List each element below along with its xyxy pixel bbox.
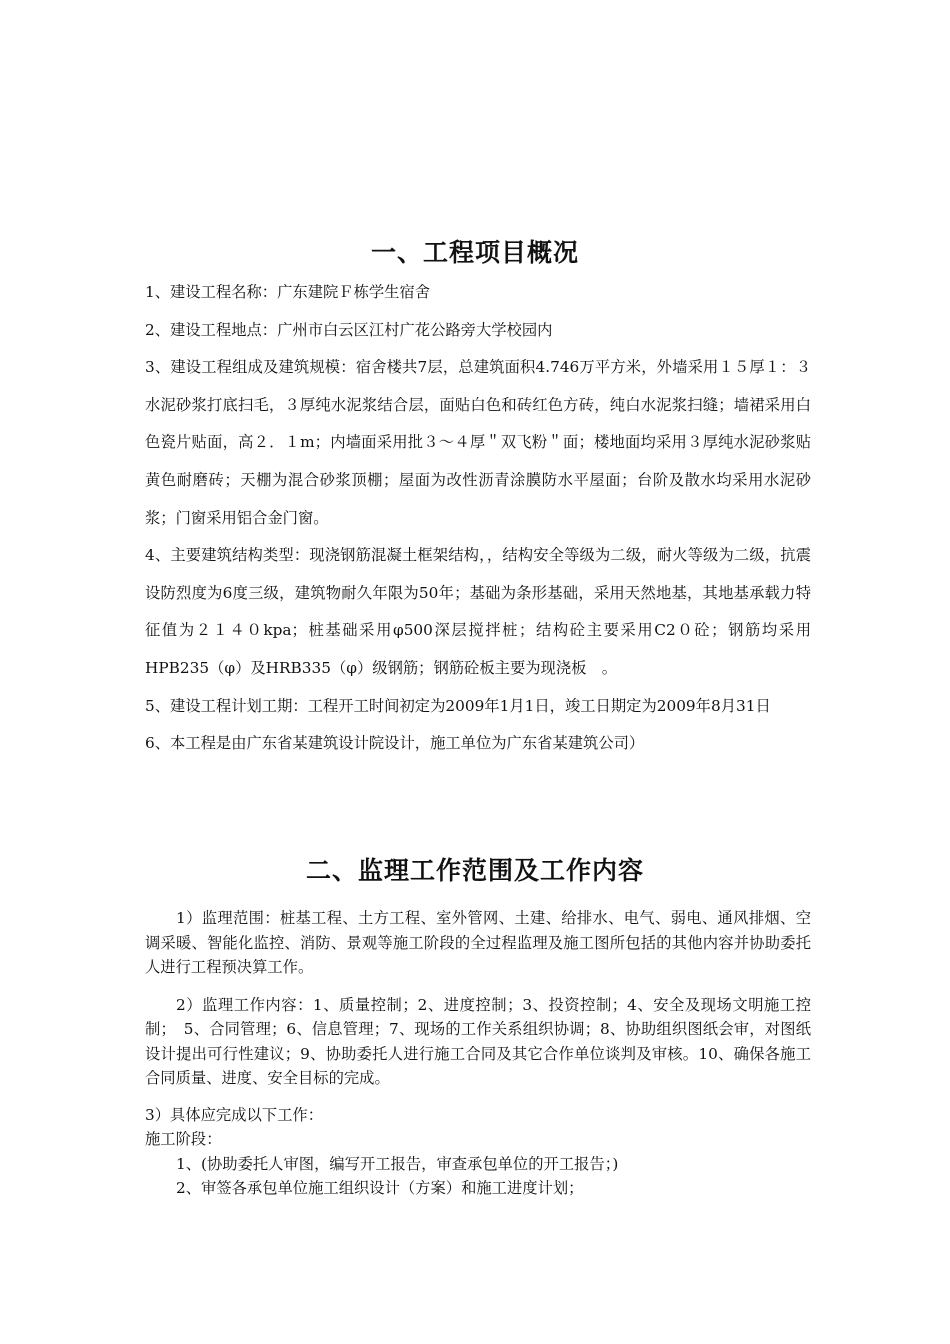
overview-item-scale: 3、建设工程组成及建筑规模：宿舍楼共7层，总建筑面积4.746万平方米，外墙采用１５厚１：３水泥砂浆打底扫毛，３厚纯水泥浆结合层，面贴白色和砖红色方砖，纯白水泥浆扫缝；墙裙采用白色瓷片贴面，高２．１m；内墙面采用批３～４厚＂双飞粉＂面；楼地面均采用３厚纯水泥砂浆贴黄色耐磨砖；天棚为混合砂浆顶棚；屋面为改性沥青涂膜防水平屋面；台阶及散水均采用水泥砂浆；门窗采用铝合金门窗。: [145, 358, 811, 527]
project-overview-list: [145, 274, 811, 763]
overview-item-structure: 4、主要建筑结构类型：现浇钢筋混凝土框架结构，，结构安全等级为二级，耐火等级为二级，抗震设防烈度为6度三级，建筑物耐久年限为50年；基础为条形基础，采用天然地基，其地基承载力特征值为２１４０kpa；桩基础采用φ500深层搅拌桩；结构砼主要采用C2０砼；钢筋均采用HPB235（φ）及HRB335（φ）级钢筋；钢筋砼板主要为现浇板 。: [145, 546, 811, 677]
section2-title: 二、监理工作范围及工作内容: [305, 856, 644, 885]
supervision-scope-paragraph: 1）监理范围：桩基工程、土方工程、室外管网、土建、给排水、电气、弱电、通风排烟、空调采暖、智能化监控、消防、景观等施工阶段的全过程监理及施工图所包括的其他内容并协助委托人进行工程预决算工作。: [145, 909, 811, 976]
overview-item-name: 1、建设工程名称：广东建院Ｆ栋学生宿舍: [145, 283, 431, 301]
supervision-content-paragraph: 2）监理工作内容：1、质量控制；2、进度控制；3、投资控制；4、安全及现场文明施工控制； 5、合同管理；6、信息管理；7、现场的工作关系组织协调；8、协助组织图纸会审，对图纸设计提出可行性建议；9、协助委托人进行施工合同及其它合作单位谈判及审核。10、确保各施工合同质量、进度、安全目标的完成。: [145, 995, 811, 1087]
overview-item-design: 6、本工程是由广东省某建筑设计院设计，施工单位为广东省某建筑公司）: [145, 734, 645, 753]
task-item: 1、(协助委托人审图，编写开工报告，审查承包单位的开工报告；): [176, 1154, 619, 1173]
section1-title: 一、工程项目概况: [370, 238, 579, 267]
task-item: 2、审签各承包单位施工组织设计（方案）和施工进度计划；: [176, 1179, 584, 1197]
overview-item-schedule: 5、建设工程计划工期：工程开工时间初定为2009年1月1日，竣工日期定为2009年8月31日: [145, 696, 771, 715]
overview-item-location: 2、建设工程地点：广州市白云区江村广花公路旁大学校园内: [145, 320, 553, 339]
supervision-scope-section: [145, 906, 811, 1201]
construction-stage-label: 施工阶段：: [145, 1130, 222, 1148]
tasks-intro: 3）具体应完成以下工作：: [145, 1105, 323, 1124]
